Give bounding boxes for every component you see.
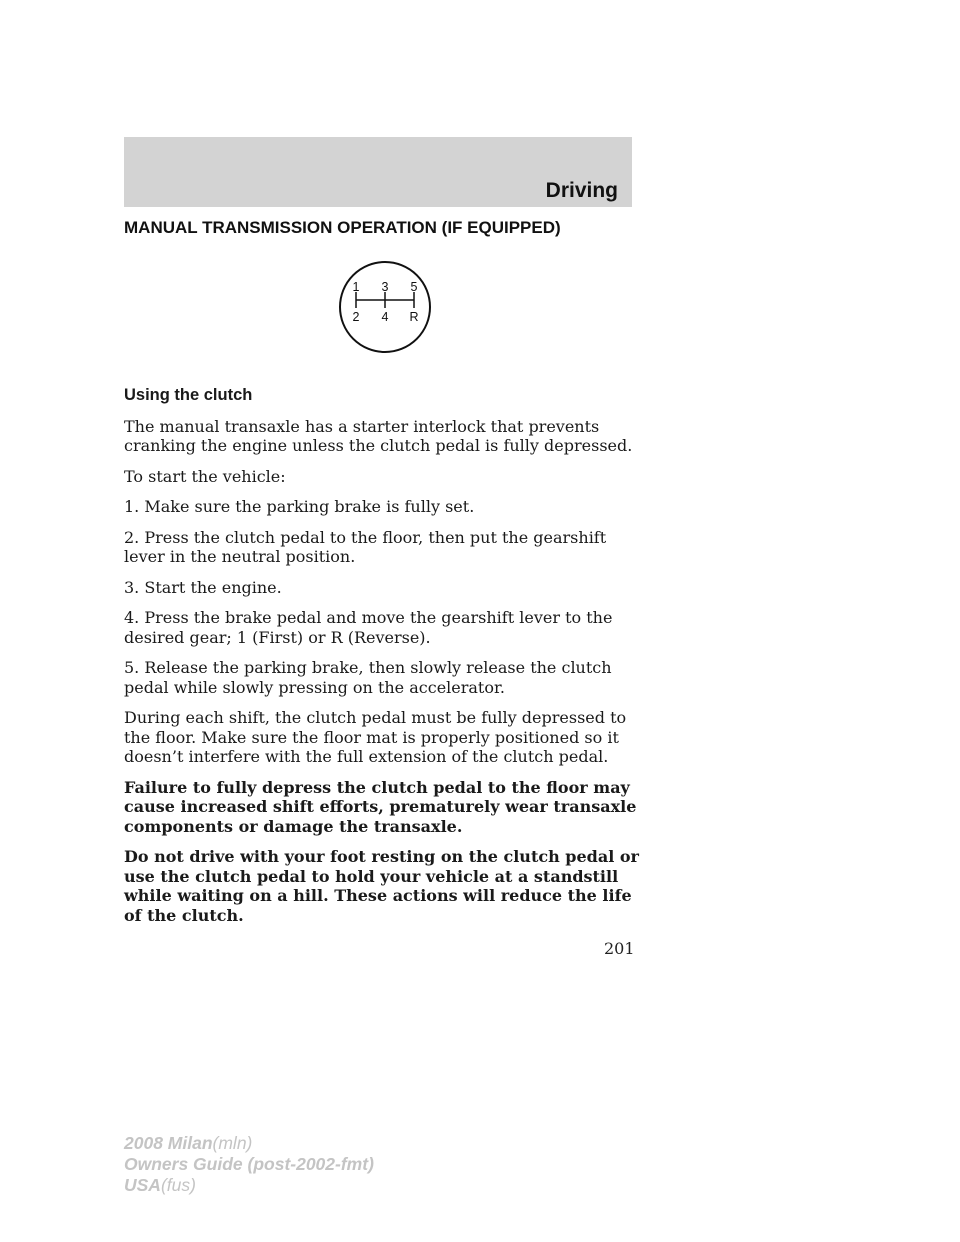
footer-model: 2008 Milan [124, 1133, 213, 1153]
step-item: 4. Press the brake pedal and move the gearshift lever to the desired gear; 1 (First) or R (Reverse). [124, 608, 613, 647]
section-header-band [124, 137, 632, 207]
step-item: 5. Release the parking brake, then slowly release the clutch pedal while slowly pressing on the accelerator. [124, 658, 612, 697]
page-heading: MANUAL TRANSMISSION OPERATION (IF EQUIPPED) [124, 218, 561, 237]
shift-pattern-diagram [338, 260, 432, 354]
step-item: 1. Make sure the parking brake is fully set. [124, 497, 475, 516]
section-title: Driving [545, 179, 618, 202]
step-item: 3. Start the engine. [124, 577, 282, 597]
subheading: Using the clutch [124, 386, 253, 404]
page-number: 201 [604, 939, 635, 958]
gear-label-2: 2 [352, 310, 360, 324]
gear-label-1: 1 [352, 280, 360, 294]
page-content [124, 386, 644, 936]
warning-paragraph: Failure to fully depress the clutch pedal to the floor may cause increased shift efforts, prematurely wear transaxle components or damage the transaxle. [124, 777, 637, 836]
footer-line-1 [124, 1133, 374, 1154]
gear-label-4: 4 [381, 310, 389, 324]
paragraph: To start the vehicle: [124, 466, 286, 486]
footer-market-code: (fus) [160, 1175, 196, 1195]
warning-paragraph: Do not drive with your foot resting on the clutch pedal or use the clutch pedal to hold your vehicle at a standstill while waiting on a hill. These actions will reduce the life of the clutch. [124, 847, 639, 925]
document-footer [124, 1133, 374, 1196]
gear-label-5: 5 [410, 280, 418, 294]
footer-line-3 [124, 1175, 374, 1196]
paragraph: The manual transaxle has a starter interlock that prevents cranking the engine unless the clutch pedal is fully depressed. [124, 416, 633, 455]
gear-label-r: R [409, 310, 419, 324]
gear-label-3: 3 [381, 280, 389, 294]
footer-model-code: (mln) [212, 1133, 253, 1153]
footer-line-2: Owners Guide (post-2002-fmt) [124, 1154, 374, 1174]
step-item: 2. Press the clutch pedal to the floor, then put the gearshift lever in the neutral position. [124, 527, 607, 566]
footer-market: USA [124, 1175, 161, 1195]
paragraph: During each shift, the clutch pedal must be fully depressed to the floor. Make sure the floor mat is properly positioned so it doesn’t interfere with the full extension of the clutch pedal. [124, 708, 627, 766]
